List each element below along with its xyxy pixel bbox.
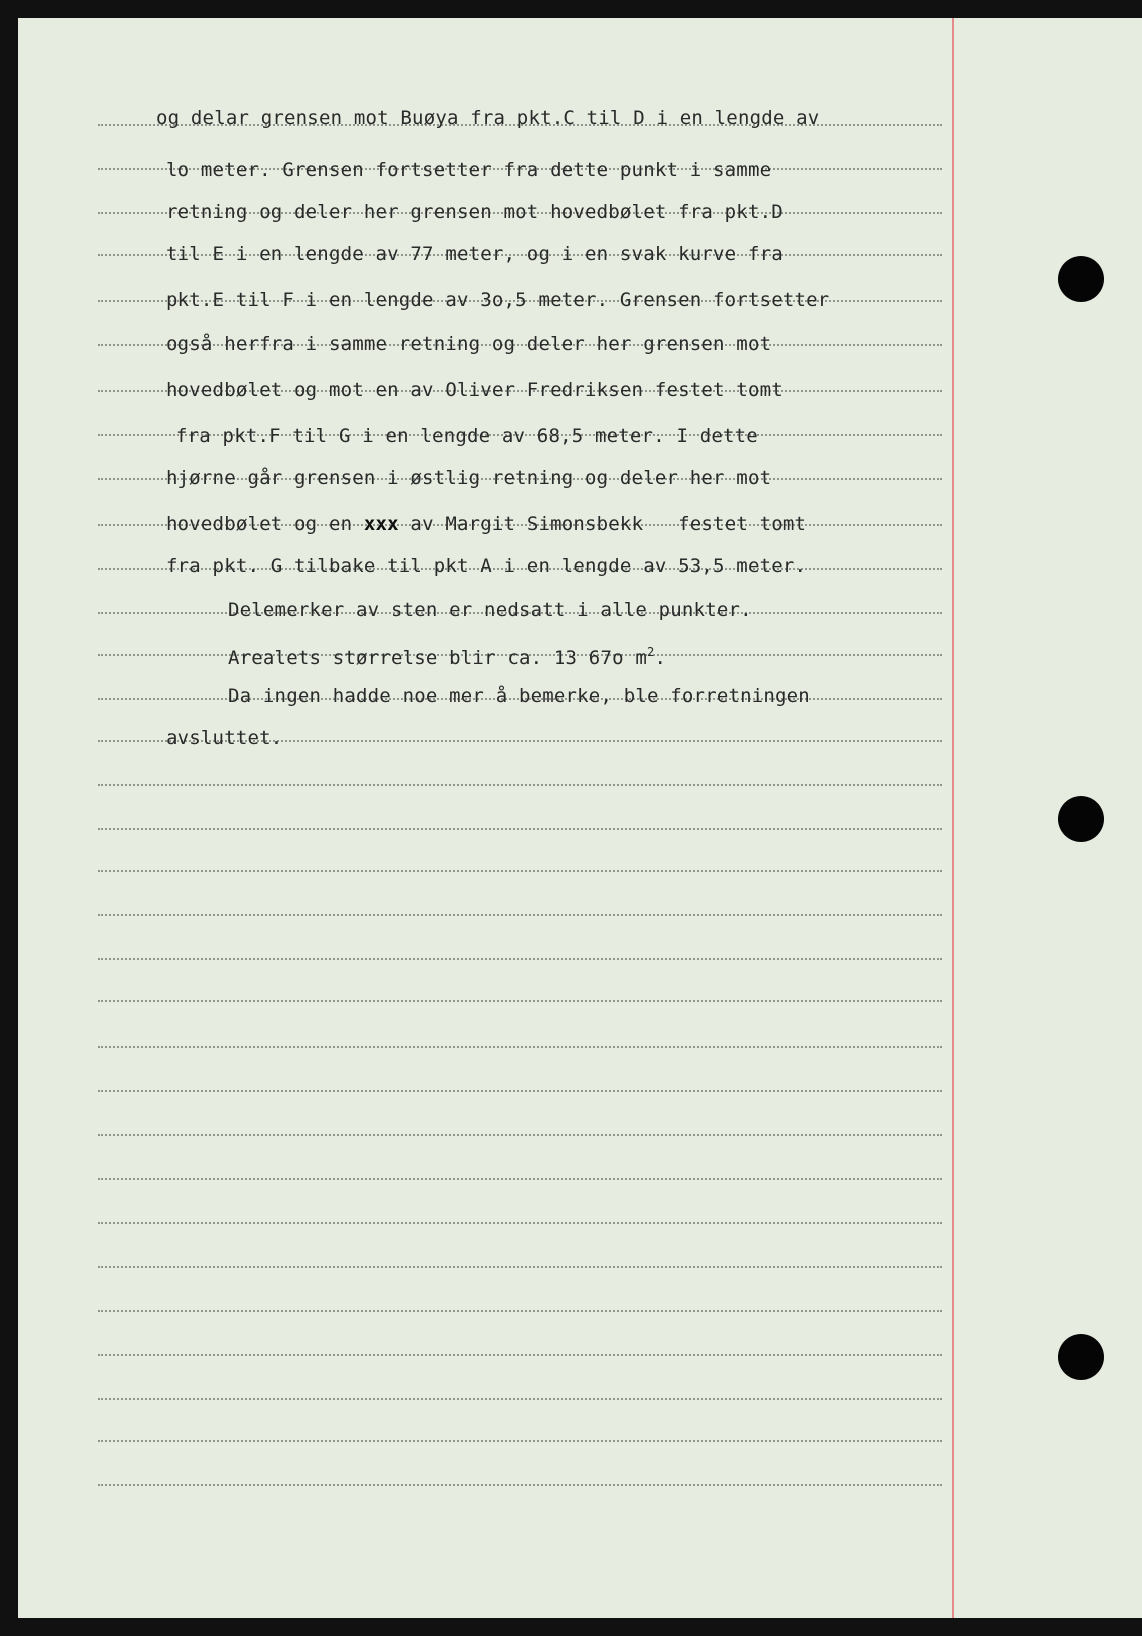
ruled-line	[98, 1178, 942, 1180]
text-line-7: hovedbølet og mot en av Oliver Fredriksen festet tomt	[166, 379, 783, 401]
punch-hole-bottom	[1058, 1334, 1104, 1380]
area-superscript: 2	[647, 645, 655, 659]
struck-out-word: xxx	[363, 513, 399, 535]
area-text: Arealets størrelse blir ca. 13 67o m	[228, 647, 648, 669]
ruled-line	[98, 1046, 942, 1048]
text-line-2: lo meter. Grensen fortsetter fra dette punkt i samme	[166, 159, 772, 181]
ruled-line	[98, 1440, 942, 1442]
text-line-3: retning og deler her grensen mot hovedbølet fra pkt.D	[166, 201, 783, 223]
ruled-line	[98, 1134, 942, 1136]
area-tail: .	[654, 647, 667, 669]
margin-line	[952, 18, 954, 1618]
punch-hole-top	[1058, 256, 1104, 302]
ruled-line	[98, 1484, 942, 1486]
document-page	[18, 18, 1142, 1618]
ruled-line	[98, 1310, 942, 1312]
ruled-line	[98, 784, 942, 786]
text-line-6: også herfra i samme retning og deler her grensen mot	[166, 333, 772, 355]
ruled-line	[98, 1222, 942, 1224]
ruled-line	[98, 1090, 942, 1092]
text-line-10	[166, 512, 806, 536]
ruled-line	[98, 1354, 942, 1356]
text-line-13	[228, 640, 666, 670]
text-line-11: fra pkt. G tilbake til pkt A i en lengde av 53,5 meter.	[166, 555, 807, 577]
text-line-10-start: hovedbølet og en	[166, 513, 364, 535]
text-line-14: Da ingen hadde noe mer å bemerke, ble forretningen	[228, 685, 810, 707]
text-line-15: avsluttet.	[166, 727, 283, 749]
text-line-5: pkt.E til F i en lengde av 3o,5 meter. Grensen fortsetter	[166, 289, 830, 311]
ruled-line	[98, 828, 942, 830]
punch-hole-middle	[1058, 796, 1104, 842]
text-line-8: fra pkt.F til G i en lengde av 68,5 meter. I dette	[176, 425, 758, 447]
ruled-line	[98, 1398, 942, 1400]
text-line-9: hjørne går grensen i østlig retning og deler her mot	[166, 467, 772, 489]
text-line-12: Delemerker av sten er nedsatt i alle punkter.	[228, 599, 752, 621]
text-line-4: til E i en lengde av 77 meter, og i en svak kurve fra	[166, 243, 783, 265]
ruled-line	[98, 914, 942, 916]
ruled-line	[98, 1266, 942, 1268]
ruled-line	[98, 958, 942, 960]
ruled-line	[98, 870, 942, 872]
text-line-1: og delar grensen mot Buøya fra pkt.C til D i en lengde av	[156, 107, 820, 129]
text-line-10-end: av Margit Simonsbekk festet tomt	[398, 513, 807, 535]
ruled-line	[98, 1000, 942, 1002]
